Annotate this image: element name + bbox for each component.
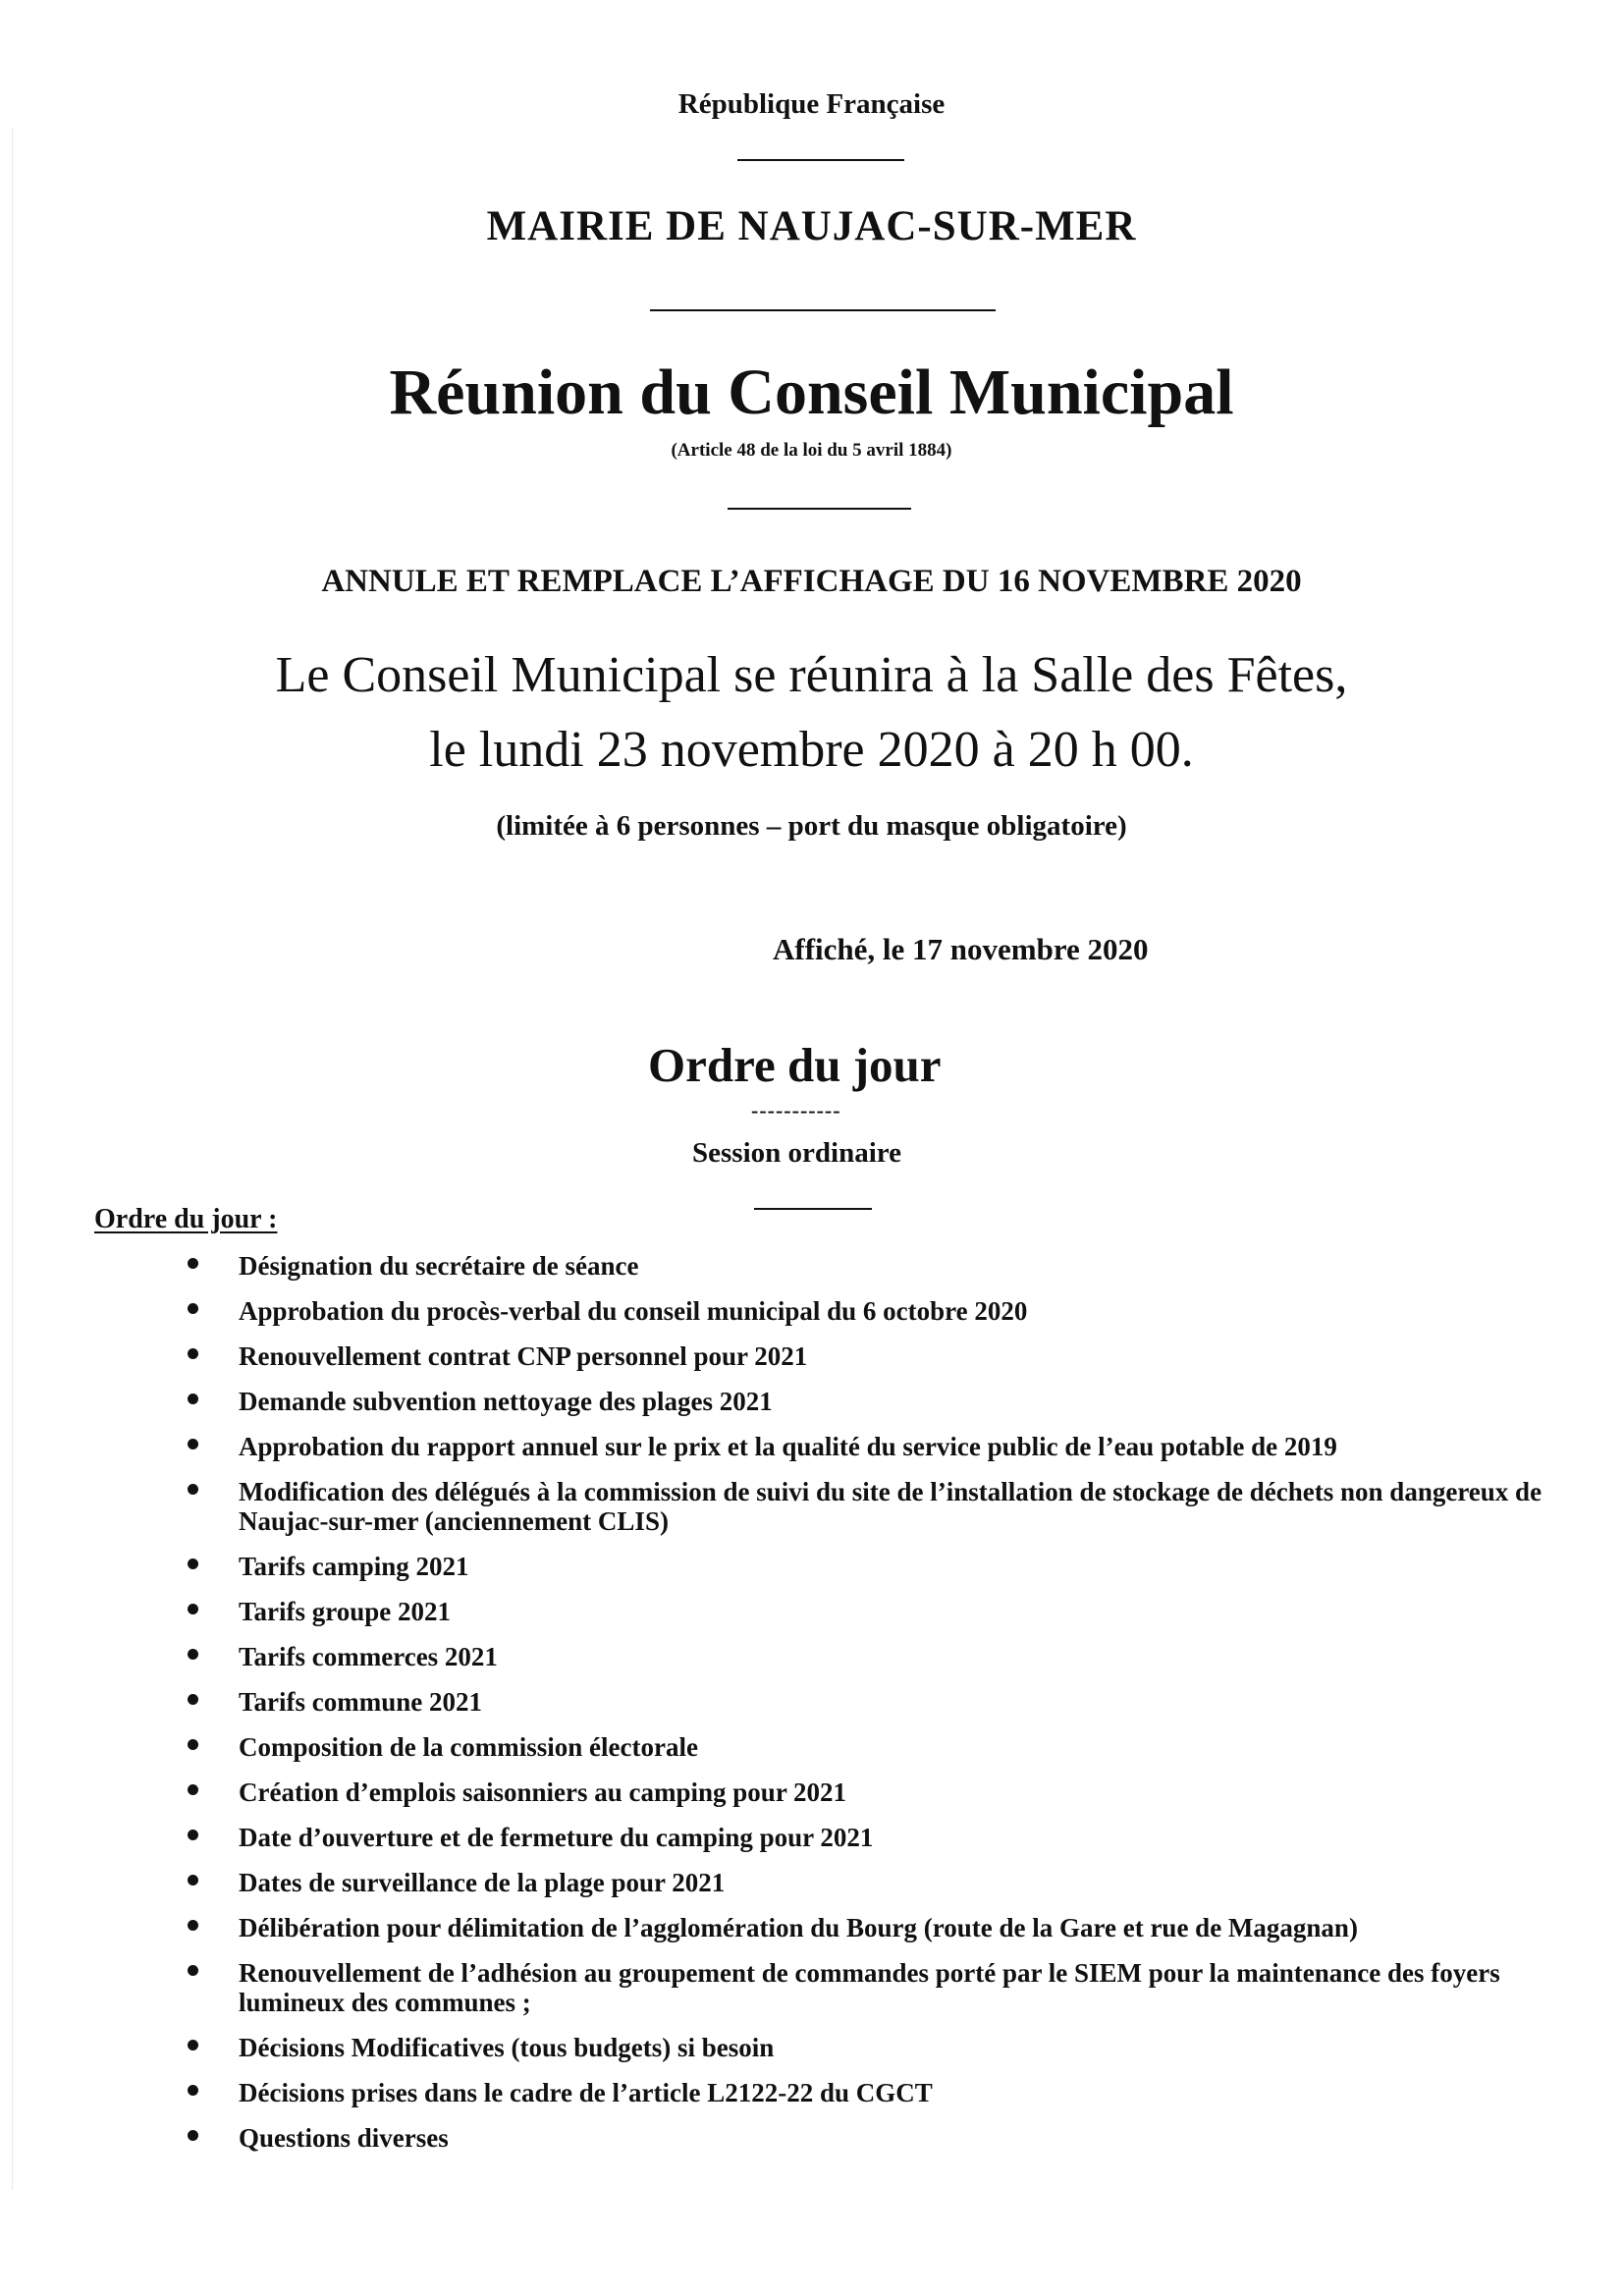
agenda-item (0, 1387, 1623, 1416)
bullet-icon (188, 1348, 198, 1359)
bullet-icon (188, 1649, 198, 1660)
agenda-item-text: Décisions prises dans le cadre de l’article L2122-22 du CGCT (239, 2078, 933, 2107)
agenda-item (0, 1296, 1623, 1326)
agenda-item (0, 1823, 1623, 1852)
agenda-item (0, 2123, 1623, 2153)
agenda-item (0, 1597, 1623, 1626)
separator-rule-4 (754, 1208, 872, 1210)
meeting-restriction: (limitée à 6 personnes – port du masque obligatoire) (496, 810, 1127, 842)
bullet-icon (188, 1439, 198, 1449)
bullet-icon (188, 1830, 198, 1840)
agenda-item (0, 1477, 1623, 1536)
replaces-notice: ANNULE ET REMPLACE L’AFFICHAGE DU 16 NOVEMBRE 2020 (321, 564, 1302, 599)
agenda-item-text: Création d’emplois saisonniers au camping pour 2021 (239, 1777, 847, 1807)
bullet-icon (188, 2040, 198, 2050)
bullet-icon (188, 1739, 198, 1750)
agenda-item (0, 1642, 1623, 1671)
bullet-icon (188, 1875, 198, 1886)
agenda-list (0, 1251, 1623, 2168)
bullet-icon (188, 1558, 198, 1569)
bullet-icon (188, 1394, 198, 1404)
agenda-title-separator: ----------- (751, 1098, 841, 1122)
republic-label: République Française (677, 88, 946, 120)
agenda-item-text: Désignation du secrétaire de séance (239, 1251, 639, 1281)
meeting-location-line: Le Conseil Municipal se réunira à la Salle des Fêtes, (275, 647, 1348, 703)
bullet-icon (188, 1965, 198, 1976)
separator-rule-3 (728, 508, 911, 510)
agenda-item-text: Décisions Modificatives (tous budgets) si besoin (239, 2033, 775, 2062)
agenda-item-text: Tarifs camping 2021 (239, 1552, 469, 1581)
agenda-item-text: Délibération pour délimitation de l’agglomération du Bourg (route de la Gare et rue de Magagnan) (239, 1913, 1358, 1942)
agenda-item (0, 1913, 1623, 1942)
posted-date: Affiché, le 17 novembre 2020 (773, 932, 1149, 966)
agenda-item-text: Tarifs groupe 2021 (239, 1597, 452, 1626)
bullet-icon (188, 2085, 198, 2096)
agenda-item (0, 1777, 1623, 1807)
mairie-title: MAIRIE DE NAUJAC-SUR-MER (486, 203, 1137, 249)
agenda-item-text: Renouvellement de l’adhésion au groupement de commandes porté par le SIEM pour la maintenance des foyers lumineux des communes ; (239, 1958, 1500, 2017)
agenda-item-text: Composition de la commission électorale (239, 1732, 698, 1762)
agenda-item-text: Dates de surveillance de la plage pour 2021 (239, 1868, 726, 1897)
agenda-item-text: Modification des délégués à la commission de suivi du site de l’installation de stockage de déchets non dangereux de Naujac-sur-mer (anciennement CLIS) (239, 1477, 1542, 1536)
agenda-item (0, 1958, 1623, 2017)
agenda-item-text: Demande subvention nettoyage des plages 2021 (239, 1387, 773, 1416)
bullet-icon (188, 1784, 198, 1795)
agenda-heading: Ordre du jour : (94, 1204, 278, 1234)
bullet-icon (188, 1484, 198, 1495)
meeting-date-line: le lundi 23 novembre 2020 à 20 h 00. (429, 722, 1194, 778)
bullet-icon (188, 1303, 198, 1314)
agenda-title: Ordre du jour (648, 1038, 942, 1092)
agenda-item (0, 1732, 1623, 1762)
separator-rule-1 (737, 159, 904, 161)
agenda-item (0, 1687, 1623, 1717)
agenda-item (0, 1341, 1623, 1371)
agenda-item-text: Approbation du rapport annuel sur le prix et la qualité du service public de l’eau potable de 2019 (239, 1432, 1337, 1461)
agenda-item (0, 1868, 1623, 1897)
agenda-item (0, 2078, 1623, 2107)
agenda-item-text: Tarifs commerces 2021 (239, 1642, 498, 1671)
bullet-icon (188, 1920, 198, 1931)
agenda-item-text: Tarifs commune 2021 (239, 1687, 482, 1717)
session-label: Session ordinaire (692, 1137, 901, 1169)
agenda-item (0, 1552, 1623, 1581)
bullet-icon (188, 1258, 198, 1269)
bullet-icon (188, 2130, 198, 2141)
bullet-icon (188, 1604, 198, 1614)
separator-rule-2 (650, 309, 996, 311)
agenda-item-text: Date d’ouverture et de fermeture du camping pour 2021 (239, 1823, 874, 1852)
bullet-icon (188, 1694, 198, 1705)
agenda-item (0, 1432, 1623, 1461)
agenda-item (0, 1251, 1623, 1281)
law-reference: (Article 48 de la loi du 5 avril 1884) (671, 440, 952, 461)
agenda-item-text: Approbation du procès-verbal du conseil municipal du 6 octobre 2020 (239, 1296, 1028, 1326)
page-title: Réunion du Conseil Municipal (389, 356, 1234, 428)
agenda-item (0, 2033, 1623, 2062)
agenda-item-text: Renouvellement contrat CNP personnel pour 2021 (239, 1341, 808, 1371)
agenda-item-text: Questions diverses (239, 2123, 449, 2153)
